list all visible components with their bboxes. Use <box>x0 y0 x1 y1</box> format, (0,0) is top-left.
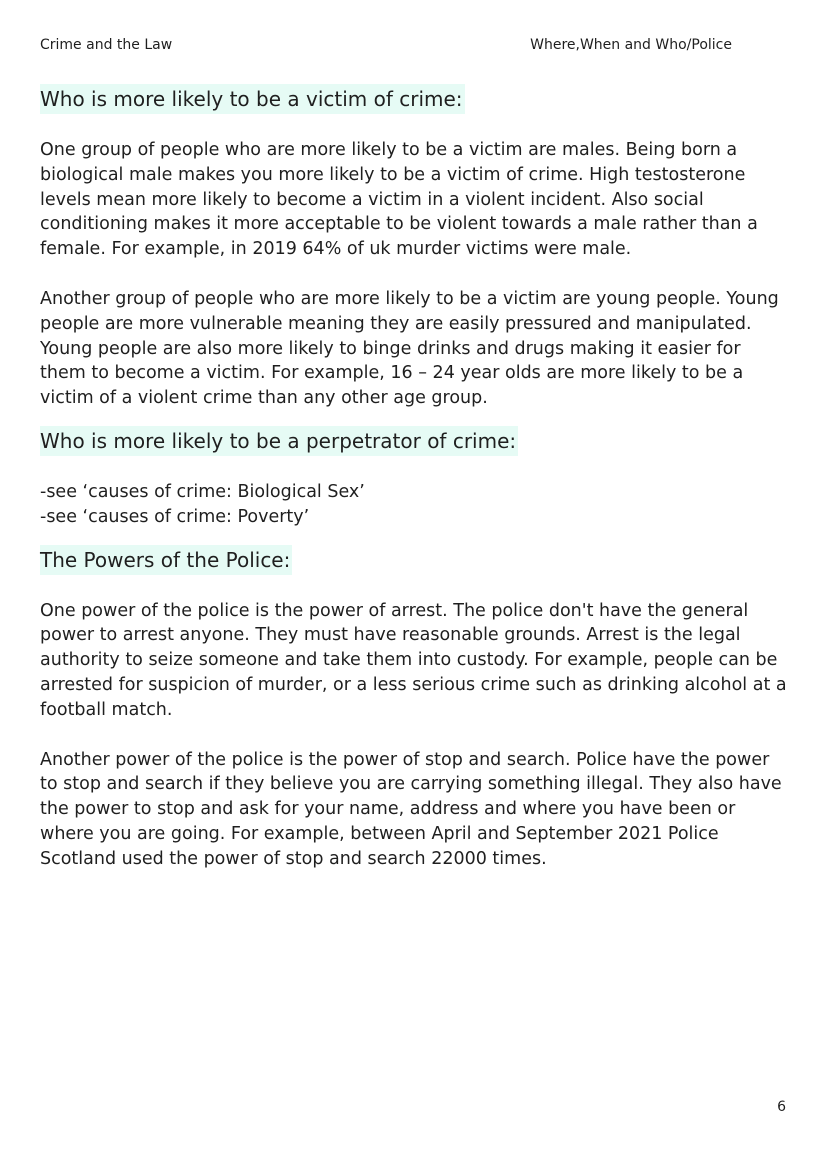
header-document-title: Crime and the Law <box>40 37 173 53</box>
header-section-title: Where,When and Who/Police <box>530 37 732 53</box>
heading-victim: Who is more likely to be a victim of crime: <box>40 84 465 114</box>
reference-poverty: -see ‘causes of crime: Poverty’ <box>40 506 310 527</box>
paragraph-victim-males: One group of people who are more likely to be a victim are males. Being born a biological male makes you more likely to be a victim of crime. High testosterone levels mean more likely to become a victim in a violent incident. Also social conditioning makes it more acceptable to be violent towards a male rather than a female. For example, in 2019 64% of uk murder victims were male. <box>40 140 758 260</box>
paragraph-victim-young-people: Another group of people who are more likely to be a victim are young people. Young people are more vulnerable meaning they are easily pressured and manipulated. Young people are also more likely to binge drinks and drugs making it easier for them to become a victim. For example, 16 – 24 year olds are more likely to be a victim of a violent crime than any other age group. <box>40 288 779 409</box>
heading-police-powers: The Powers of the Police: <box>40 545 292 575</box>
reference-biological-sex: -see ‘causes of crime: Biological Sex’ <box>40 481 365 502</box>
heading-perpetrator: Who is more likely to be a perpetrator of crime: <box>40 426 518 456</box>
page-header <box>40 37 732 57</box>
page-content <box>40 84 788 872</box>
paragraph-stop-and-search: Another power of the police is the power of stop and search. Police have the power to stop and search if they believe you are carrying something illegal. They also have the power to stop and ask for your name, address and where you have been or where you are going. For example, between April and September 2021 Police Scotland used the power of stop and search 22000 times. <box>40 749 782 869</box>
paragraph-power-of-arrest: One power of the police is the power of arrest. The police don't have the general power to arrest anyone. They must have reasonable grounds. Arrest is the legal authority to seize someone and take them into custody. For example, people can be arrested for suspicion of murder, or a less serious crime such as drinking alcohol at a football match. <box>40 600 787 720</box>
page-number: 6 <box>777 1099 786 1115</box>
